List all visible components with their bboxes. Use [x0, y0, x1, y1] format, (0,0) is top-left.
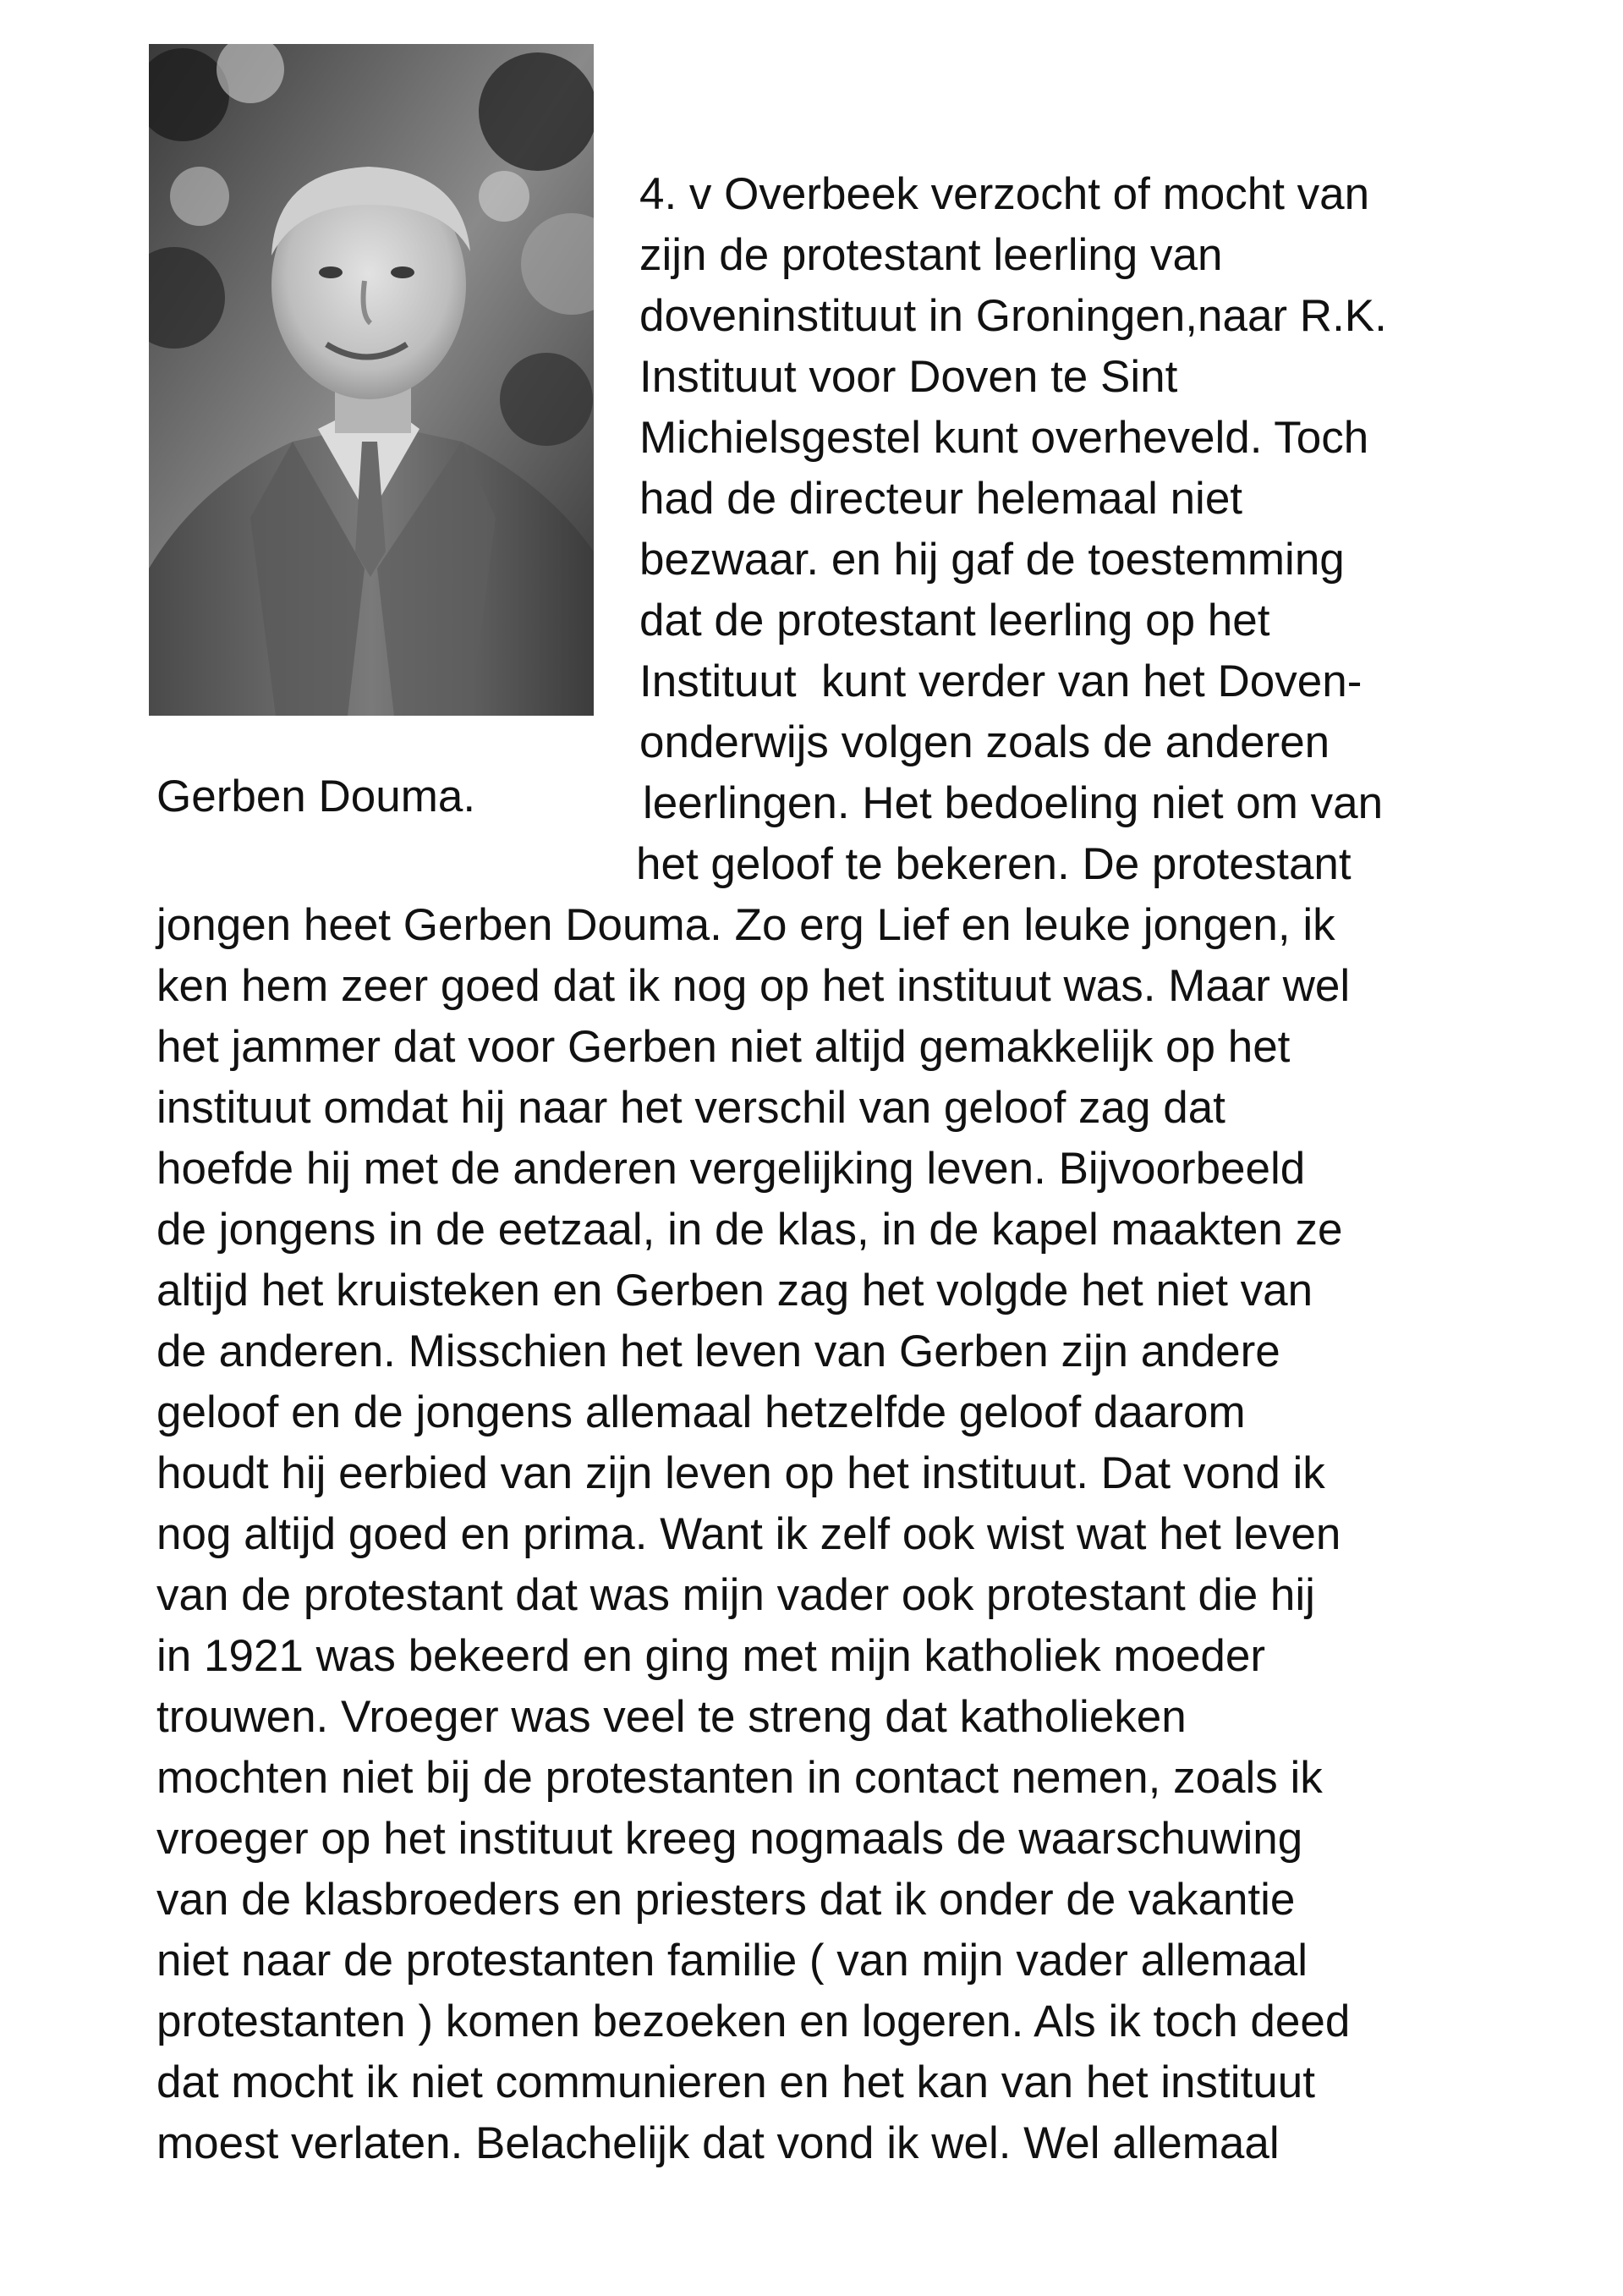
- body-text-line: jongen heet Gerben Douma. Zo erg Lief en leuke jongen, ik: [156, 900, 1335, 950]
- portrait-image: [149, 44, 594, 716]
- side-text-line: zijn de protestant leerling van: [639, 230, 1223, 280]
- photo-caption: Gerben Douma.: [156, 772, 476, 821]
- body-text-line: ken hem zeer goed dat ik nog op het instituut was. Maar wel: [156, 961, 1351, 1011]
- side-text-line: bezwaar. en hij gaf de toestemming: [639, 535, 1345, 585]
- body-text-line: mochten niet bij de protestanten in contact nemen, zoals ik: [156, 1753, 1323, 1803]
- body-text-line: trouwen. Vroeger was veel te streng dat katholieken: [156, 1692, 1187, 1742]
- side-text-line: Instituut voor Doven te Sint: [639, 352, 1178, 402]
- body-text-line: de anderen. Misschien het leven van Gerben zijn andere: [156, 1327, 1280, 1376]
- body-text-line: nog altijd goed en prima. Want ik zelf ook wist wat het leven: [156, 1509, 1341, 1559]
- body-text-line: van de protestant dat was mijn vader ook protestant die hij: [156, 1570, 1315, 1620]
- side-text-line: had de directeur helemaal niet: [639, 474, 1243, 524]
- side-text-line: dat de protestant leerling op het: [639, 596, 1270, 645]
- body-text-line: hoefde hij met de anderen vergelijking leven. Bijvoorbeeld: [156, 1144, 1306, 1194]
- side-text-line: onderwijs volgen zoals de anderen: [639, 717, 1330, 767]
- body-text-line: protestanten ) komen bezoeken en logeren. Als ik toch deed: [156, 1997, 1351, 2046]
- body-text-line: vroeger op het instituut kreeg nogmaals de waarschuwing: [156, 1814, 1303, 1864]
- body-text-line: altijd het kruisteken en Gerben zag het volgde het niet van: [156, 1266, 1313, 1316]
- body-text-line: het jammer dat voor Gerben niet altijd gemakkelijk op het: [156, 1022, 1291, 1072]
- side-text-line: doveninstituut in Groningen,naar R.K.: [639, 291, 1387, 341]
- side-text-line: Instituut kunt verder van het Doven-: [639, 656, 1363, 706]
- body-text-line: in 1921 was bekeerd en ging met mijn katholiek moeder: [156, 1631, 1266, 1681]
- body-text-line: geloof en de jongens allemaal hetzelfde geloof daarom: [156, 1387, 1246, 1437]
- body-text-line: houdt hij eerbied van zijn leven op het instituut. Dat vond ik: [156, 1448, 1325, 1498]
- body-text-line: niet naar de protestanten familie ( van mijn vader allemaal: [156, 1936, 1308, 1986]
- portrait-photo: [149, 44, 594, 716]
- side-text-line: leerlingen. Het bedoeling niet om van: [643, 778, 1384, 828]
- side-text-line: het geloof te bekeren. De protestant: [636, 839, 1352, 889]
- body-text-line: van de klasbroeders en priesters dat ik onder de vakantie: [156, 1875, 1296, 1925]
- body-text-line: instituut omdat hij naar het verschil van geloof zag dat: [156, 1083, 1225, 1133]
- side-text-line: Michielsgestel kunt overheveld. Toch: [639, 413, 1369, 463]
- body-text-line: de jongens in de eetzaal, in de klas, in de kapel maakten ze: [156, 1205, 1343, 1255]
- side-text-line: 4. v Overbeek verzocht of mocht van: [639, 169, 1370, 219]
- body-text-line: moest verlaten. Belachelijk dat vond ik wel. Wel allemaal: [156, 2118, 1280, 2168]
- body-text-line: dat mocht ik niet communieren en het kan van het instituut: [156, 2057, 1315, 2107]
